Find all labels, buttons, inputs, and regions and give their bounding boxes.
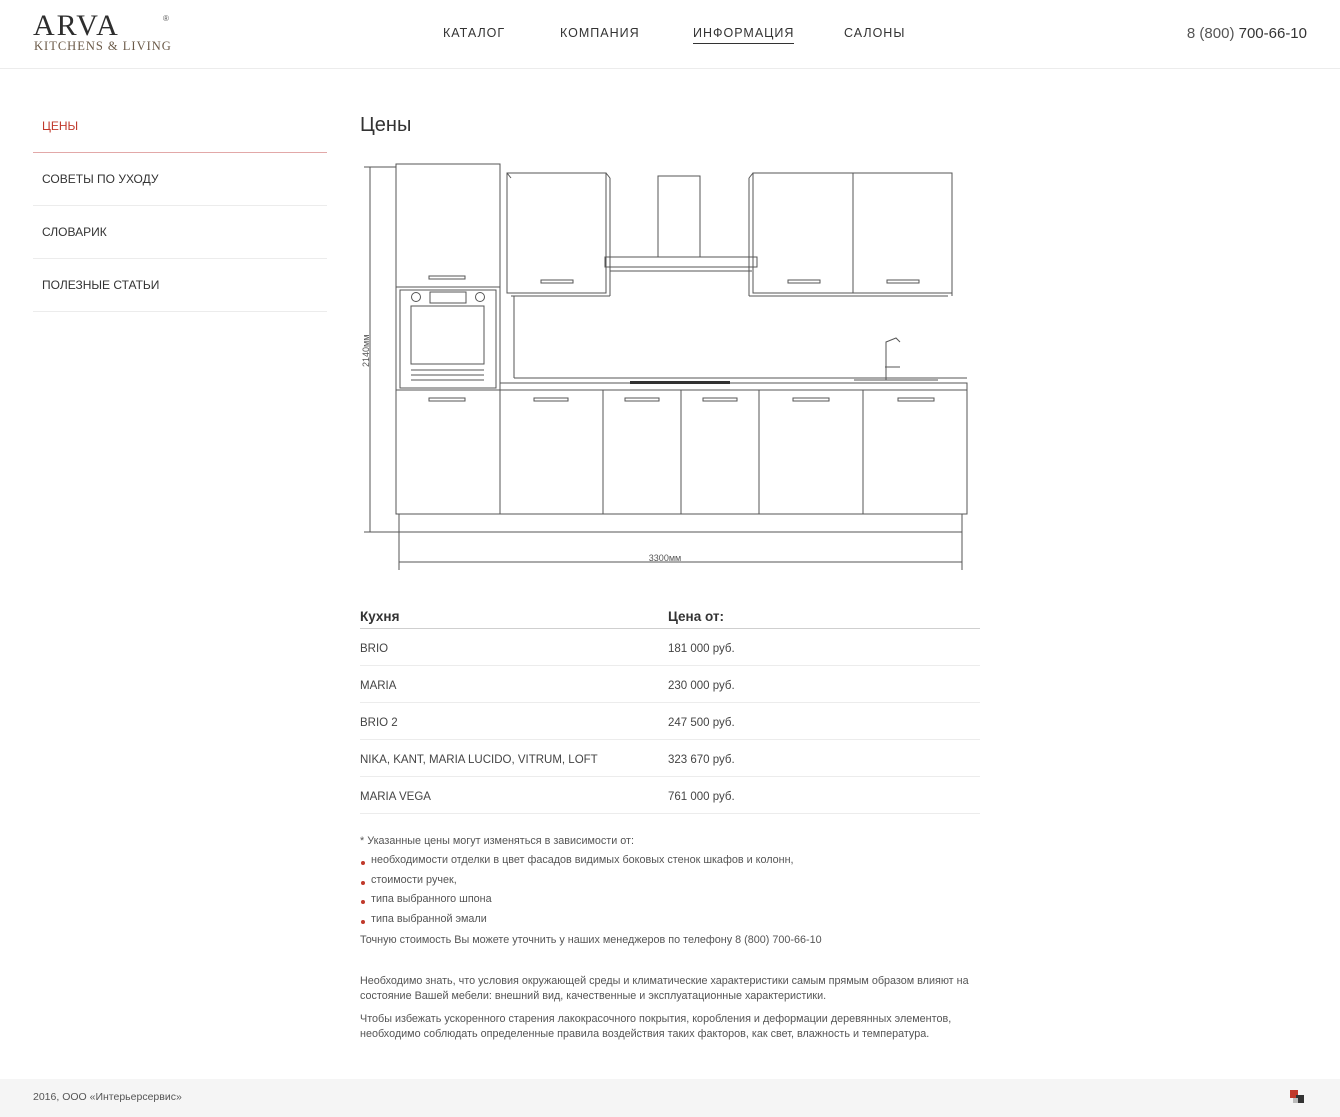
sidebar-item-glossary[interactable]: СЛОВАРИК bbox=[33, 206, 327, 259]
developer-badge-icon[interactable] bbox=[1289, 1089, 1305, 1105]
price-table-header bbox=[360, 603, 980, 629]
sidebar-item-articles[interactable]: ПОЛЕЗНЫЕ СТАТЬИ bbox=[33, 259, 327, 312]
logo-wordmark: ARVA bbox=[33, 9, 120, 42]
width-dimension-label: 3300мм bbox=[648, 553, 682, 563]
care-paragraph-2: Чтобы избежать ускоренного старения лакокрасочного покрытия, коробления и деформации деревянных элементов, необходимо соблюдать определенные правила воздействия таких факторов, как свет, влажность и температура. bbox=[360, 1013, 952, 1040]
page-title: Цены bbox=[360, 114, 412, 136]
logo-registered-mark: ® bbox=[163, 14, 169, 23]
notes-contact: Точную стоимость Вы можете уточнить у наших менеджеров по телефону 8 (800) 700-66-10 bbox=[360, 934, 822, 946]
site-header bbox=[0, 0, 1340, 69]
kitchen-price: 247 500 руб. bbox=[668, 717, 735, 729]
kitchen-name: NIKA, KANT, MARIA LUCIDO, VITRUM, LOFT bbox=[360, 754, 598, 766]
notes-intro: * Указанные цены могут изменяться в зависимости от: bbox=[360, 835, 634, 847]
logo[interactable] bbox=[33, 9, 173, 54]
sidebar-item-prices[interactable]: ЦЕНЫ bbox=[33, 100, 327, 153]
nav-salons[interactable]: САЛОНЫ bbox=[844, 26, 906, 40]
height-dimension-label: 2140мм bbox=[361, 334, 371, 367]
kitchen-name: MARIA bbox=[360, 680, 397, 692]
kitchen-drawing bbox=[360, 162, 970, 572]
table-row bbox=[360, 777, 980, 814]
logo-tagline: KITCHENS & LIVING bbox=[34, 39, 172, 53]
sidebar-menu bbox=[33, 100, 327, 312]
price-table bbox=[360, 603, 980, 814]
column-header-kitchen: Кухня bbox=[360, 609, 400, 624]
sidebar-item-care-tips[interactable]: СОВЕТЫ ПО УХОДУ bbox=[33, 153, 327, 206]
main-content bbox=[360, 110, 980, 1040]
table-row bbox=[360, 740, 980, 777]
nav-information[interactable]: ИНФОРМАЦИЯ bbox=[693, 26, 794, 44]
care-paragraph-1: Необходимо знать, что условия окружающей среды и климатические характеристики самым прямым образом влияют на состояние Вашей мебели: внешний вид, качественные и эксплуатационные характеристики. bbox=[360, 975, 969, 1002]
header-phone[interactable] bbox=[1187, 25, 1307, 42]
kitchen-name: BRIO 2 bbox=[360, 717, 398, 729]
column-header-price: Цена от: bbox=[668, 609, 724, 624]
kitchen-price: 230 000 руб. bbox=[668, 680, 735, 692]
kitchen-name: MARIA VEGA bbox=[360, 791, 431, 803]
table-row bbox=[360, 703, 980, 740]
kitchen-price: 761 000 руб. bbox=[668, 791, 735, 803]
nav-company[interactable]: КОМПАНИЯ bbox=[560, 26, 640, 40]
kitchen-name: BRIO bbox=[360, 643, 389, 655]
footer-copyright: 2016, ООО «Интерьерсервис» bbox=[33, 1091, 182, 1103]
list-item: типа выбранной эмали bbox=[360, 912, 980, 932]
phone-prefix: 8 (800) bbox=[1186, 25, 1235, 42]
price-notes bbox=[360, 834, 980, 1042]
phone-number: 700-66-10 bbox=[1238, 25, 1307, 42]
list-item: стоимости ручек, bbox=[360, 873, 980, 893]
site-footer bbox=[0, 1079, 1340, 1117]
kitchen-price: 323 670 руб. bbox=[668, 754, 735, 766]
kitchen-price: 181 000 руб. bbox=[668, 643, 735, 655]
nav-catalog[interactable]: КАТАЛОГ bbox=[443, 26, 506, 40]
list-item: необходимости отделки в цвет фасадов видимых боковых стенок шкафов и колонн, bbox=[360, 853, 980, 873]
table-row bbox=[360, 629, 980, 666]
table-row bbox=[360, 666, 980, 703]
list-item: типа выбранного шпона bbox=[360, 892, 980, 912]
